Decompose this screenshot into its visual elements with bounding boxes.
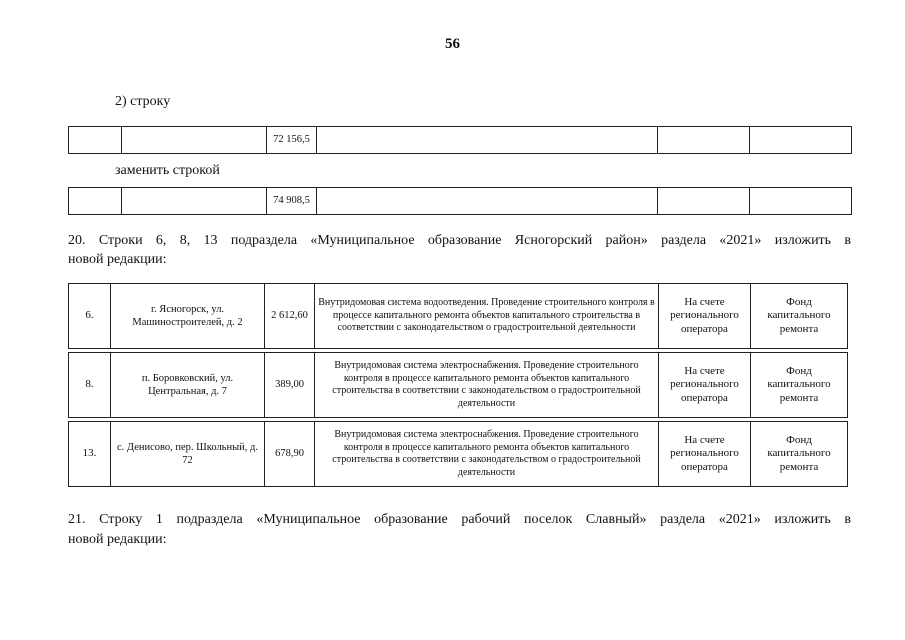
cell-work: Внутридомовая система водоотведения. Проведение строительного контроля в процессе капитального ремонта объектов капитального строительства в соответствии с законодательством о градостроительной деятельности (315, 284, 659, 349)
item-21-text-line2: новой редакции: (68, 532, 167, 547)
cell-address: г. Ясногорск, ул. Машиностроителей, д. 2 (111, 284, 265, 349)
cell-work: Внутридомовая система электроснабжения. Проведение строительного контроля в процессе капитального ремонта объектов капитального строительства в соответствии с законодательством о градостроительной деятельности (315, 422, 659, 487)
cell-fund: Фонд капитального ремонта (751, 284, 848, 349)
item-20-text-line2: новой редакции: (68, 252, 167, 267)
cell-number: 13. (69, 422, 111, 487)
item-20-row-6-table (68, 283, 848, 349)
cell-work: Внутридомовая система электроснабжения. Проведение строительного контроля в процессе капитального ремонта объектов капитального строительства в соответствии с законодательством о градостроительной деятельности (315, 353, 659, 418)
cell-amount: 72 156,5 (267, 127, 317, 154)
cell-amount: 2 612,60 (265, 284, 315, 349)
table-row (69, 353, 848, 418)
cell-amount: 74 908,5 (267, 188, 317, 215)
table-row (69, 284, 848, 349)
table-row (69, 188, 852, 215)
cell-address (122, 188, 267, 215)
cell-fund: Фонд капитального ремонта (751, 353, 848, 418)
cell-number (69, 188, 122, 215)
item-21-text-line1: 21. Строку 1 подраздела «Муниципальное образование рабочий поселок Славный» раздела «2021» изложить в (68, 512, 851, 527)
cell-amount: 389,00 (265, 353, 315, 418)
cell-account (658, 127, 750, 154)
cell-number: 8. (69, 353, 111, 418)
new-row-table (68, 187, 852, 215)
cell-fund: Фонд капитального ремонта (751, 422, 848, 487)
cell-address: с. Денисово, пер. Школьный, д. 72 (111, 422, 265, 487)
cell-account (658, 188, 750, 215)
item-2-label: 2) строку (115, 94, 171, 109)
item-20-text-line1: 20. Строки 6, 8, 13 подраздела «Муниципальное образование Ясногорский район» раздела «2021» изложить в (68, 233, 851, 248)
cell-work (317, 127, 658, 154)
page-number: 56 (445, 36, 460, 52)
cell-work (317, 188, 658, 215)
cell-address (122, 127, 267, 154)
cell-account: На счете регионального оператора (659, 353, 751, 418)
table-row (69, 127, 852, 154)
cell-number (69, 127, 122, 154)
cell-number: 6. (69, 284, 111, 349)
cell-fund (750, 127, 852, 154)
cell-fund (750, 188, 852, 215)
cell-amount: 678,90 (265, 422, 315, 487)
replace-label: заменить строкой (115, 163, 220, 178)
cell-account: На счете регионального оператора (659, 422, 751, 487)
old-row-table (68, 126, 852, 154)
item-20-row-8-table (68, 352, 848, 418)
table-row (69, 422, 848, 487)
item-20-row-13-table (68, 421, 848, 487)
cell-address: п. Боровковский, ул. Центральная, д. 7 (111, 353, 265, 418)
cell-account: На счете регионального оператора (659, 284, 751, 349)
